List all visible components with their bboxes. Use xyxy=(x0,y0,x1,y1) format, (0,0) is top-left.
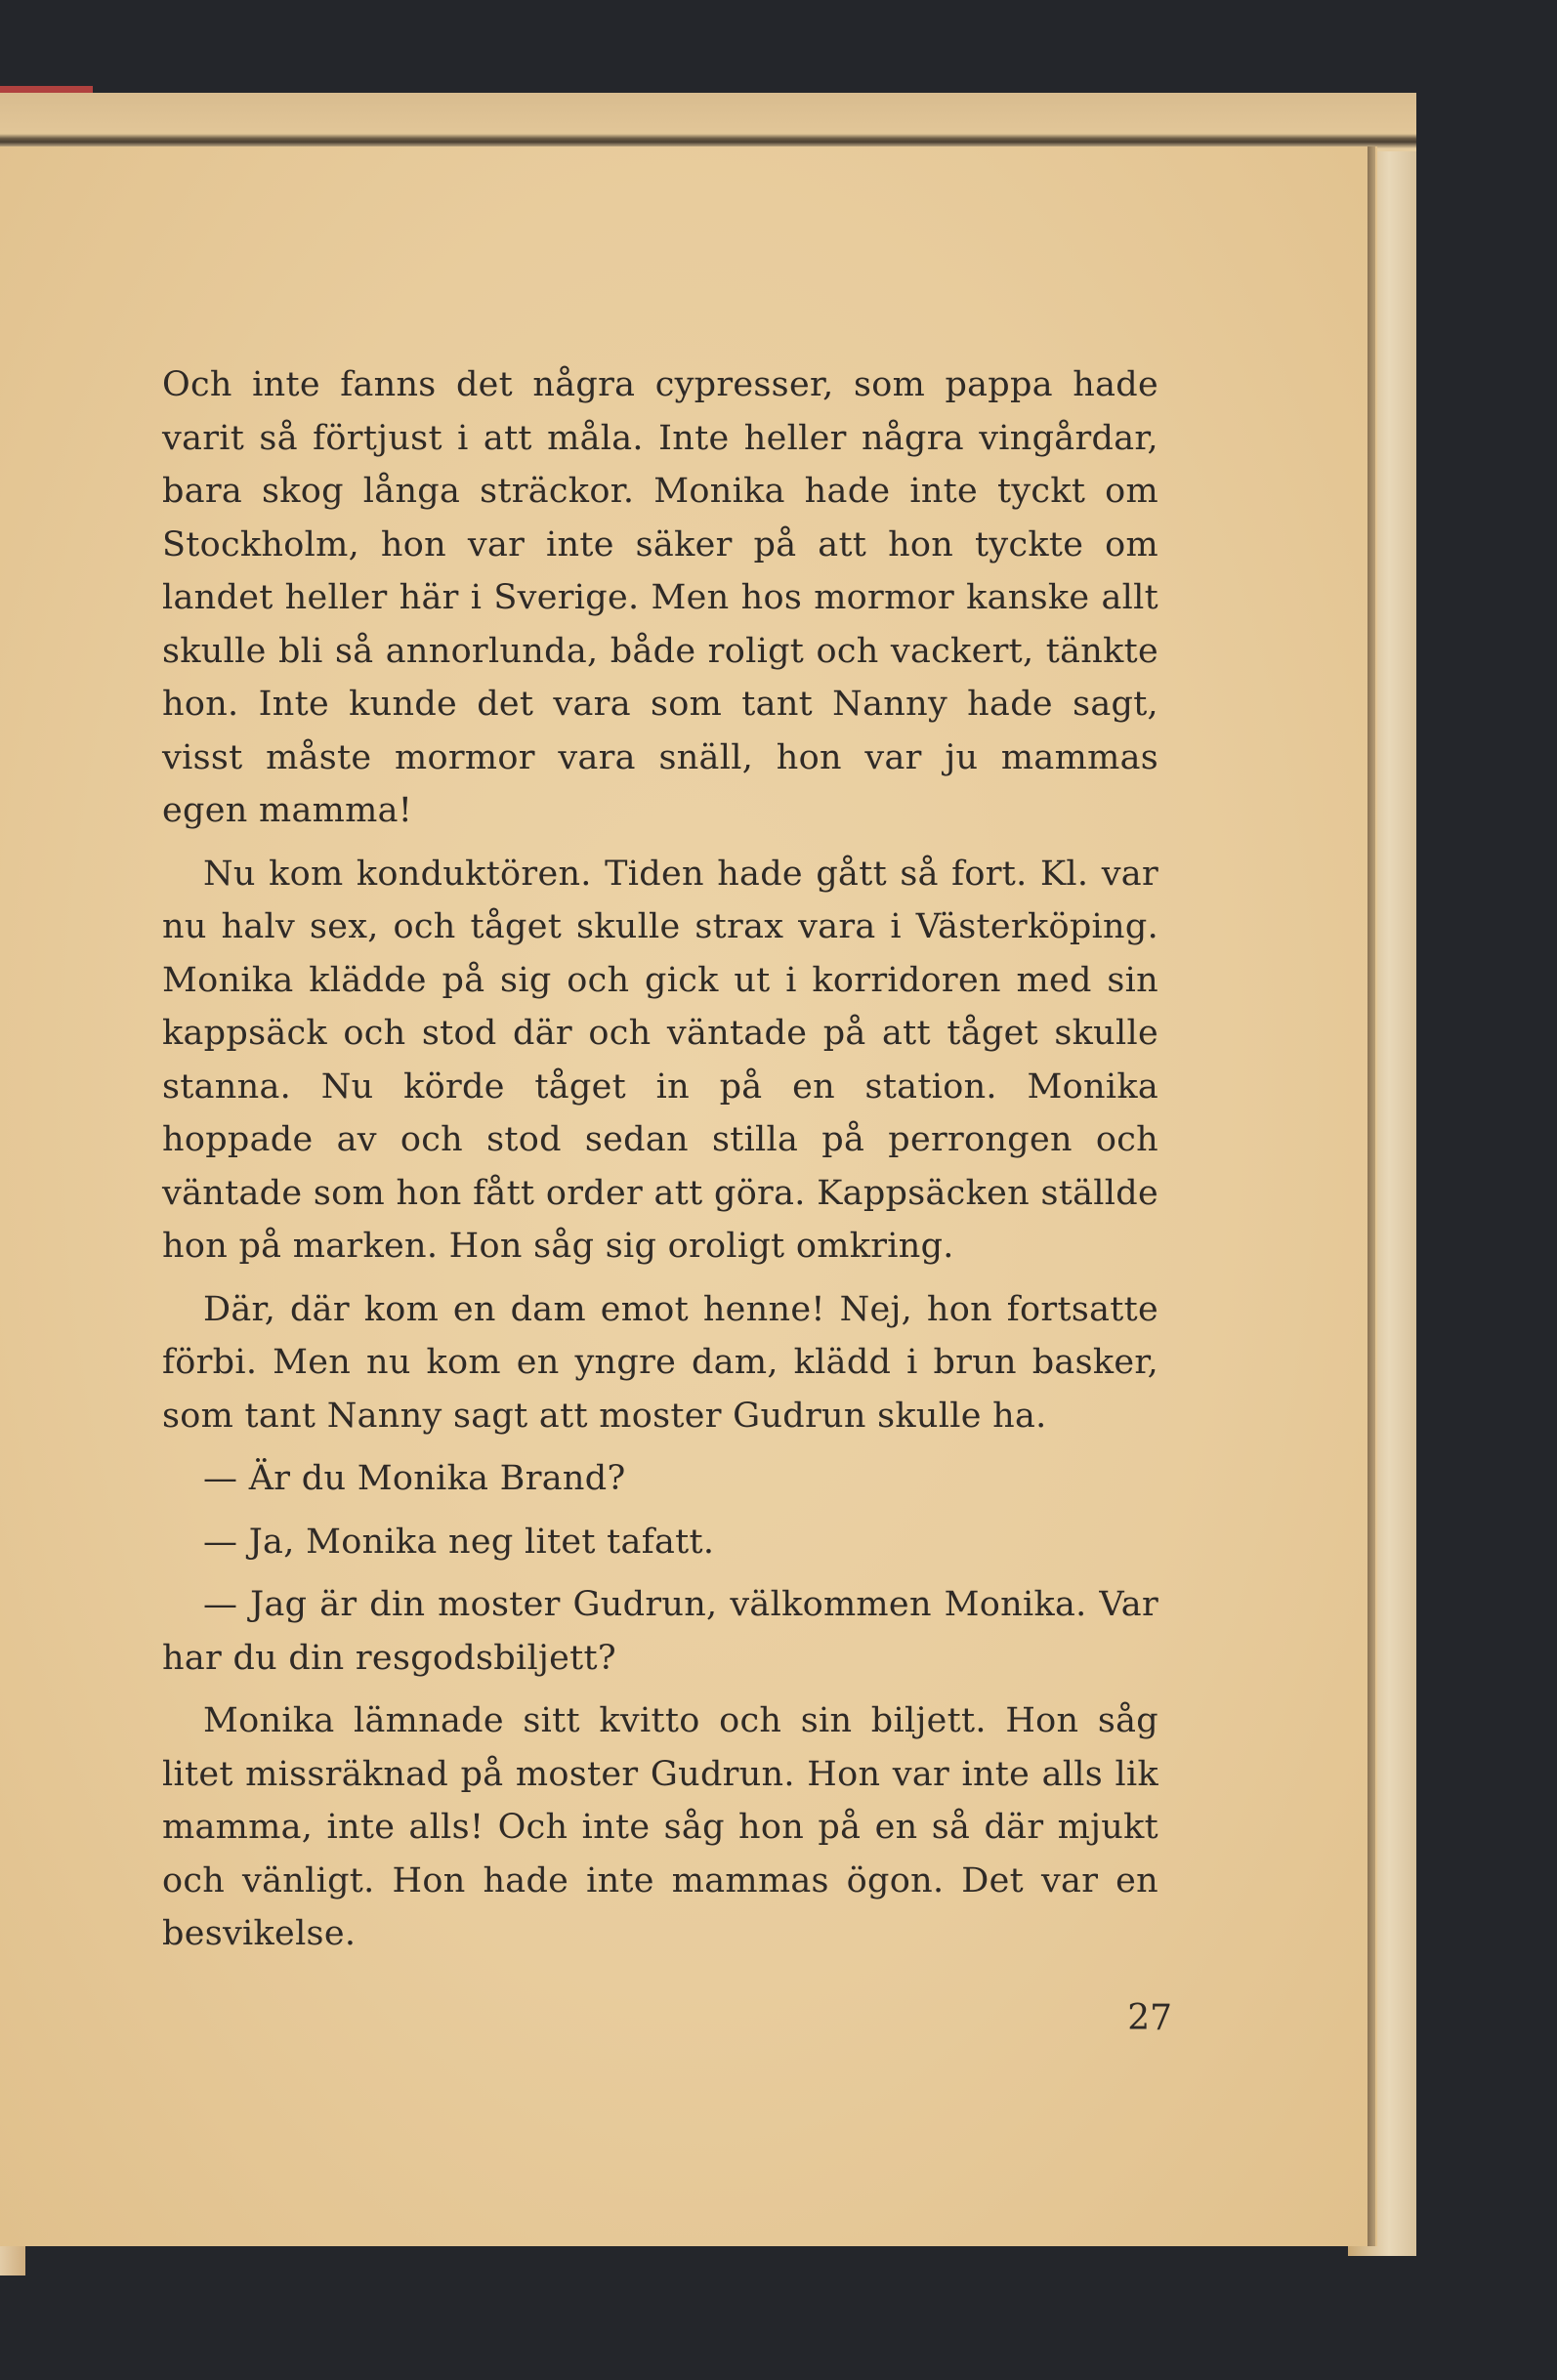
paragraph-7: Monika lämnade sitt kvitto och sin biljett. Hon såg litet missräknad på moster Gudrun. Hon var inte alls lik mamma, inte alls! Och inte såg hon på en så där mjukt och vänligt. Hon hade inte mammas ögon. Det var en besvikelse. xyxy=(162,1701,1158,1953)
page-number: 27 xyxy=(1127,1998,1172,2038)
dialogue-line-1: — Är du Monika Brand? xyxy=(203,1459,626,1498)
page-gutter xyxy=(1368,146,1375,2246)
paragraph-2: Nu kom konduktören. Tiden hade gått så fort. Kl. var nu halv sex, och tåget skulle strax vara i Västerköping. Monika klädde på sig och gick ut i korridoren med sin kappsäck och stod där och väntade på att tåget skulle stanna. Nu körde tåget in på en station. Monika hoppade av och stod sedan stilla på perrongen och väntade som hon fått order att göra. Kappsäcken ställde hon på marken. Hon såg sig oroligt omkring. xyxy=(162,854,1158,1266)
page-text xyxy=(162,358,1158,1961)
dialogue-line-3: — Jag är din moster Gudrun, välkommen Monika. Var har du din resgodsbiljett? xyxy=(162,1585,1158,1678)
dialogue-line-2: — Ja, Monika neg litet tafatt. xyxy=(203,1522,715,1562)
paragraph-3: Där, där kom en dam emot henne! Nej, hon fortsatte förbi. Men nu kom en yngre dam, klädd i brun basker, som tant Nanny sagt att moster Gudrun skulle ha. xyxy=(162,1289,1158,1436)
page-top-edge xyxy=(0,93,1416,151)
paragraph-1: Och inte fanns det några cypresser, som pappa hade varit så förtjust i att måla. Inte heller några vingårdar, bara skog långa sträckor. Monika hade inte tyckt om Stockholm, hon var inte säker på att hon tyckte om landet heller här i Sverige. Men hos mormor kanske allt skulle bli så annorlunda, både roligt och vackert, tänkte hon. Inte kunde det vara som tant Nanny hade sagt, visst måste mormor vara snäll, hon var ju mammas egen mamma! xyxy=(162,365,1158,830)
